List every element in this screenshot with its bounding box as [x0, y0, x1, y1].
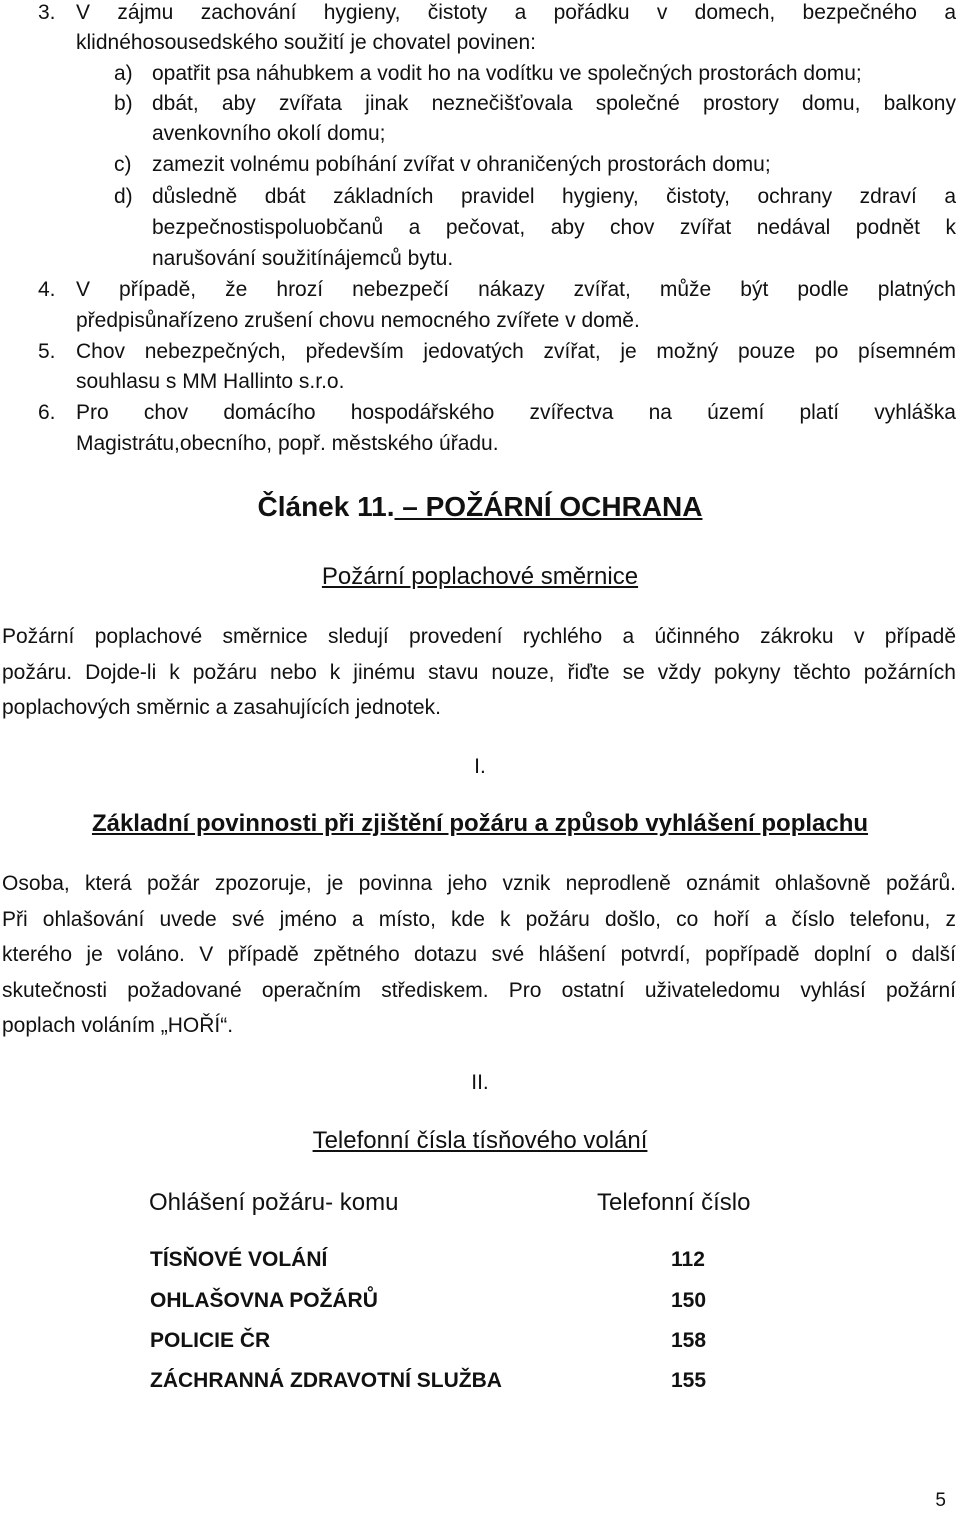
section-1-title: Základní povinnosti při zjištění požáru a způsob vyhlášení poplachu — [91, 810, 869, 837]
section-1-roman: I. — [474, 755, 486, 778]
section-1-line-1: Osoba, která požár zpozoruje, je povinna jeho vznik neprodleně oznámit ohlašovně požárů. — [2, 872, 956, 895]
item-d-label: d) — [114, 185, 133, 208]
item-3-line-1: V zájmu zachování hygieny, čistoty a pořádku v domech, bezpečného a — [76, 1, 956, 24]
directives-line-3: poplachových směrnic a zasahujících jednotek. — [2, 696, 441, 719]
section-2-title-wrap — [0, 1124, 960, 1158]
table-row-4-name: ZÁCHRANNÁ ZDRAVOTNÍ SLUŽBA — [150, 1369, 502, 1392]
article-heading — [0, 489, 960, 525]
item-d-line-1: důsledně dbát základních pravidel hygieny, čistoty, ochrany zdraví a — [152, 185, 956, 208]
table-header-phone: Telefonní číslo — [597, 1189, 751, 1216]
item-6-line-2: Magistrátu,obecního, popř. městského úřadu. — [76, 432, 499, 455]
item-3-number: 3. — [38, 1, 56, 24]
table-row-2-number: 150 — [671, 1289, 707, 1312]
directives-title-wrap — [0, 560, 960, 594]
table-row-3-name: POLICIE ČR — [150, 1329, 271, 1352]
item-b-line-1: dbát, aby zvířata jinak neznečišťovala společné prostory domu, balkony — [152, 92, 956, 115]
item-c-line-1: zamezit volnému pobíhání zvířat v ohraničených prostorách domu; — [152, 153, 771, 176]
section-2-title: Telefonní čísla tísňového volání — [312, 1127, 648, 1154]
table-row-3-number: 158 — [671, 1329, 707, 1352]
section-1-line-2: Při ohlašování uvede své jméno a místo, kde k požáru došlo, co hoří a číslo telefonu, z — [2, 908, 956, 931]
item-5-line-1: Chov nebezpečných, především jedovatých zvířat, je možný pouze po písemném — [76, 340, 956, 363]
item-5-line-2: souhlasu s MM Hallinto s.r.o. — [76, 370, 345, 393]
directives-line-2: požáru. Dojde-li k požáru nebo k jinému stavu nouze, řiďte se vždy pokyny těchto požárních — [2, 661, 956, 684]
item-d-line-3: narušování soužitínájemců bytu. — [152, 247, 454, 270]
article-title: – POŽÁRNÍ OCHRANA — [394, 491, 703, 522]
item-b-label: b) — [114, 92, 133, 115]
section-1-line-5: poplach voláním „HOŘÍ“. — [2, 1014, 234, 1037]
section-1-line-3: kterého je voláno. V případě zpětného dotazu své hlášení potvrdí, popřípadě doplní o další — [2, 943, 956, 966]
table-header-recipient: Ohlášení požáru- komu — [149, 1189, 399, 1216]
table-row-2-name: OHLAŠOVNA POŽÁRŮ — [150, 1289, 378, 1312]
item-5-number: 5. — [38, 340, 56, 363]
item-d-line-2: bezpečnostispoluobčanů a pečovat, aby chov zvířat nedával podnět k — [152, 216, 956, 239]
item-6-number: 6. — [38, 401, 56, 424]
section-2-roman: II. — [471, 1071, 489, 1094]
section-1-title-wrap — [0, 807, 960, 841]
page-number: 5 — [935, 1490, 946, 1511]
item-4-number: 4. — [38, 278, 56, 301]
item-4-line-2: předpisůnařízeno zrušení chovu nemocného zvířete v domě. — [76, 309, 640, 332]
item-c-label: c) — [114, 153, 132, 176]
article-number: Článek 11. — [257, 491, 395, 522]
section-1-line-4: skutečnosti požadované operačním střediskem. Pro ostatní uživateledomu vyhlásí požární — [2, 979, 956, 1002]
table-row-4-number: 155 — [671, 1369, 707, 1392]
item-b-line-2: avenkovního okolí domu; — [152, 122, 386, 145]
item-a-label: a) — [114, 62, 133, 85]
item-3-line-2: klidnéhosousedského soužití je chovatel povinen: — [76, 31, 536, 54]
item-4-line-1: V případě, že hrozí nebezpečí nákazy zvířat, může být podle platných — [76, 278, 956, 301]
item-a-line-1: opatřit psa náhubkem a vodit ho na vodítku ve společných prostorách domu; — [152, 62, 862, 85]
directives-line-1: Požární poplachové směrnice sledují provedení rychlého a účinného zákroku v případě — [2, 625, 956, 648]
table-row-1-name: TÍSŇOVÉ VOLÁNÍ — [150, 1248, 328, 1271]
table-row-1-number: 112 — [671, 1248, 705, 1271]
item-6-line-1: Pro chov domácího hospodářského zvířectva na území platí vyhláška — [76, 401, 956, 424]
directives-title: Požární poplachové směrnice — [321, 563, 639, 590]
